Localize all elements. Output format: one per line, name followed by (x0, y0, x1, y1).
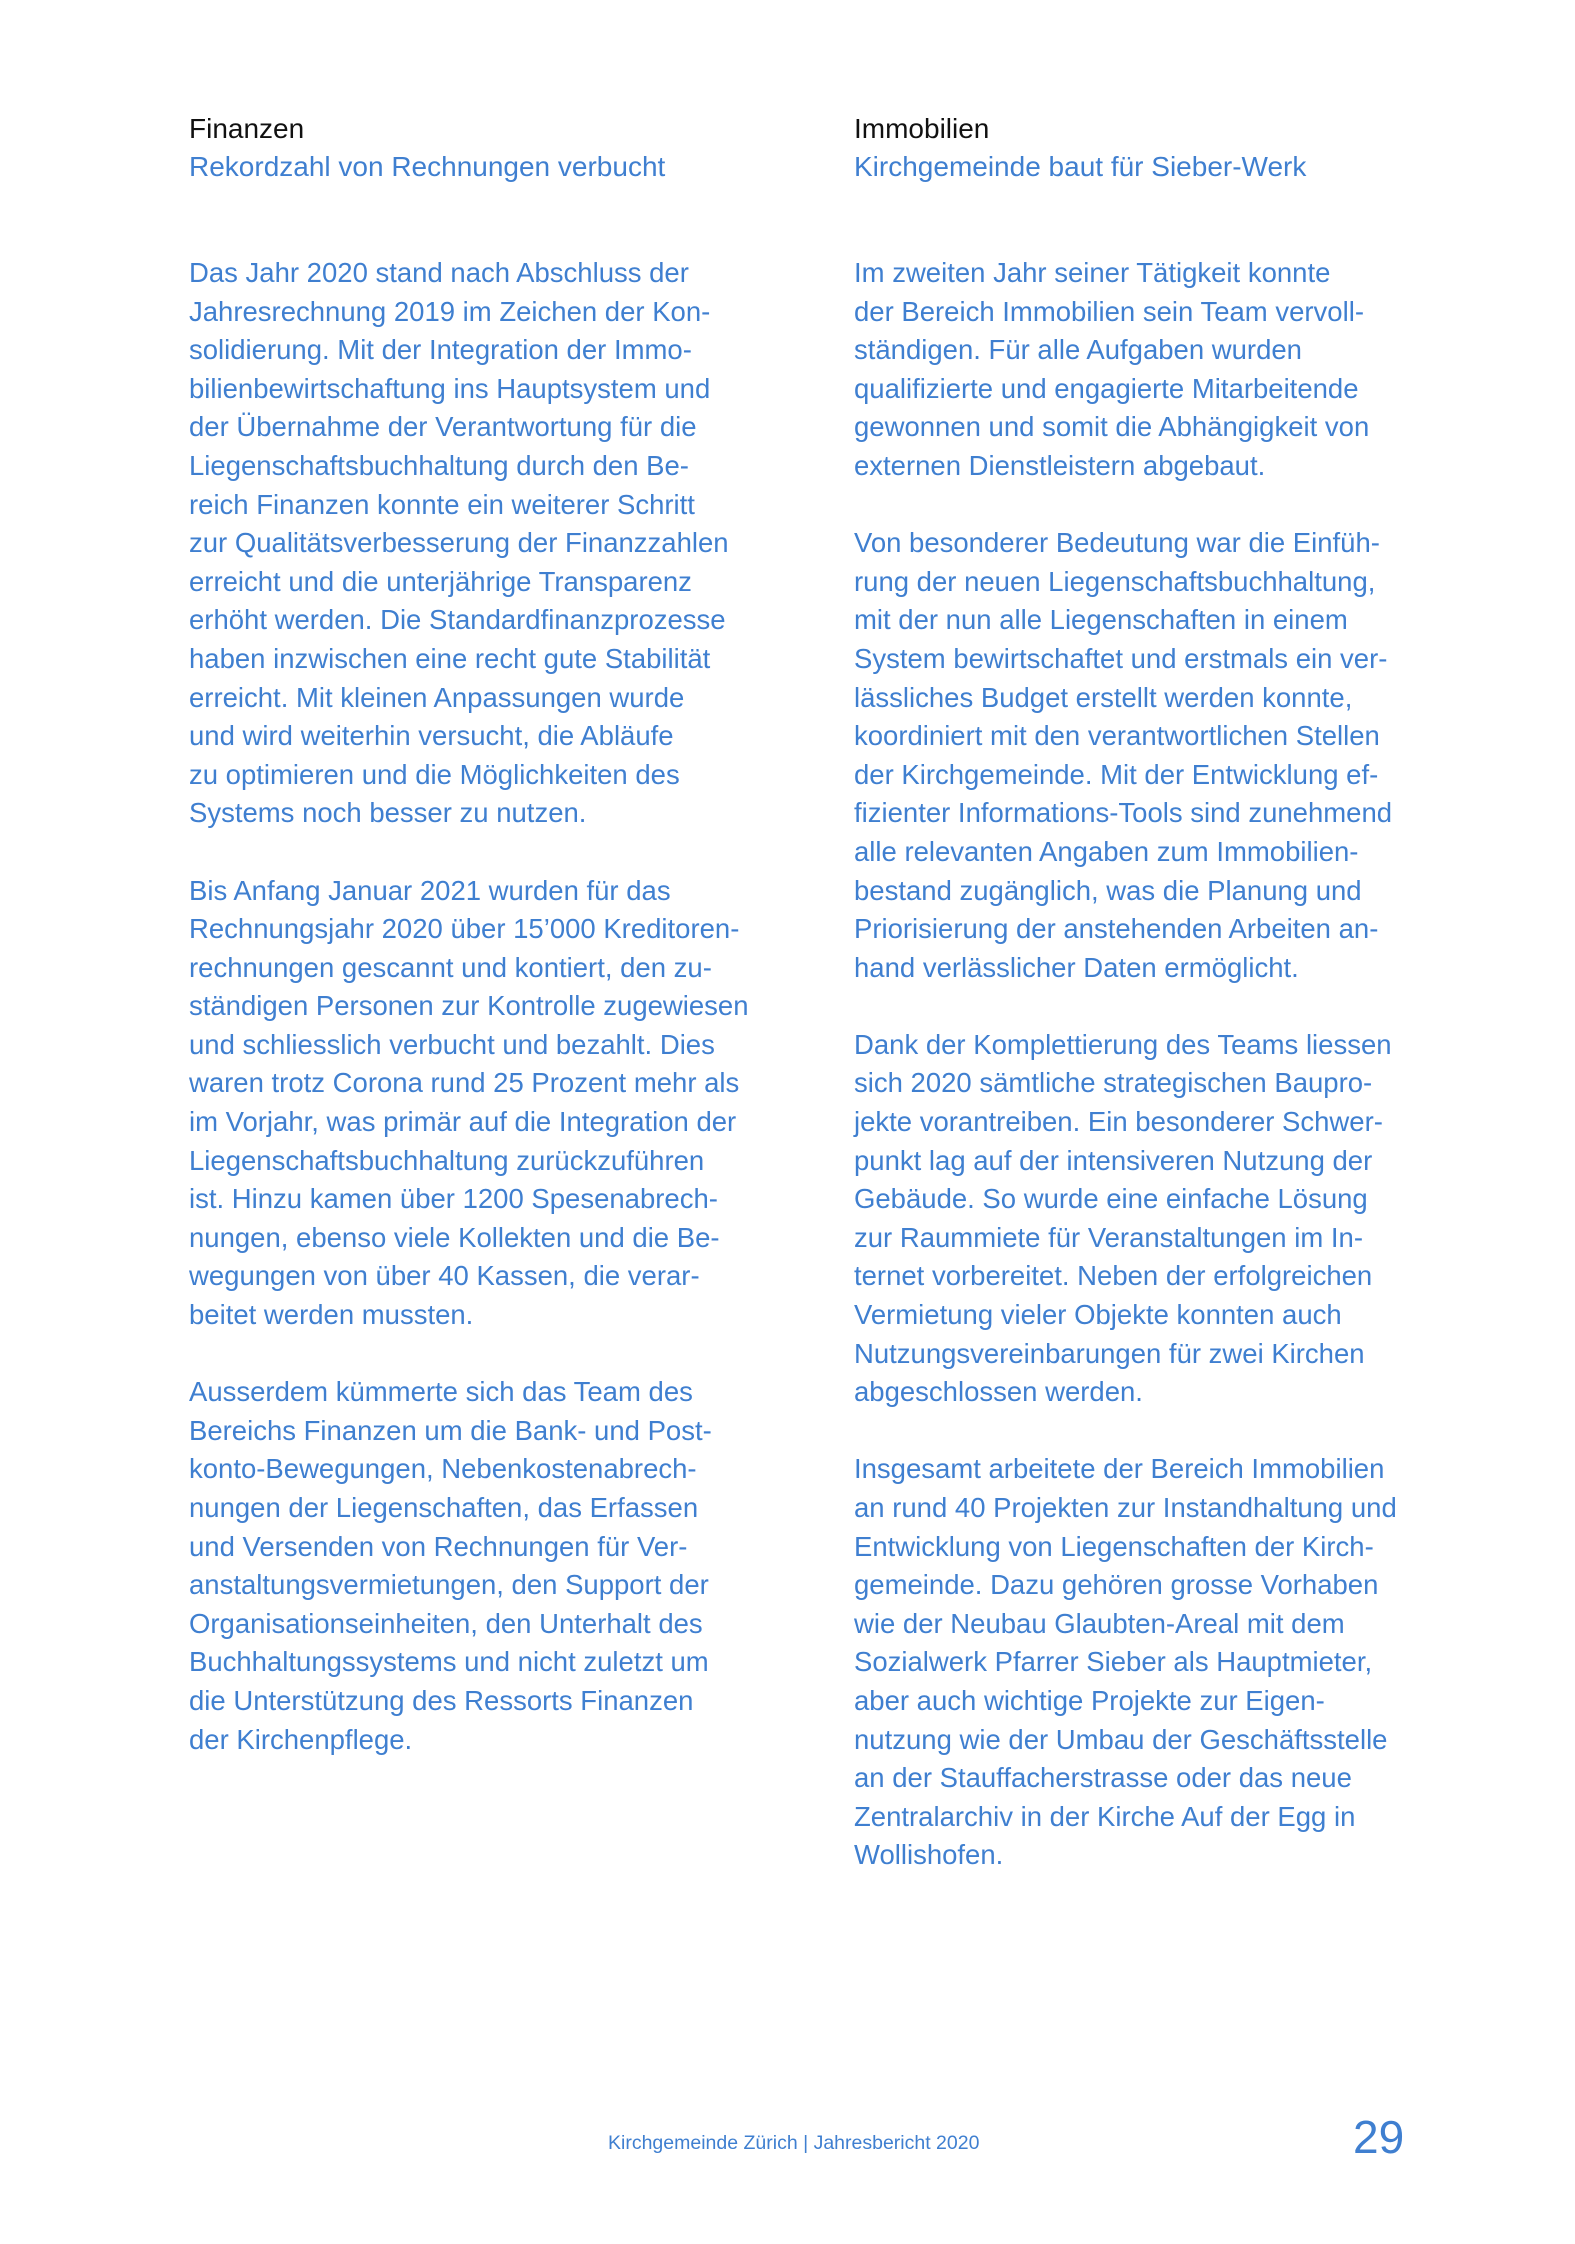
text-line: gewonnen und somit die Abhängigkeit von (854, 411, 1370, 443)
footer-publication-label: Kirchgemeinde Zürich | Jahresbericht 2020 (608, 2132, 980, 2154)
text-line: qualifizierte und engagierte Mitarbeitende (854, 372, 1359, 404)
text-line: Dank der Komplettierung des Teams liessen (854, 1028, 1392, 1060)
text-line: Priorisierung der anstehenden Arbeiten an- (854, 913, 1379, 945)
text-line: Im zweiten Jahr seiner Tätigkeit konnte (854, 257, 1331, 288)
text-line: Insgesamt arbeitete der Bereich Immobilien (854, 1453, 1385, 1485)
text-line: Das Jahr 2020 stand nach Abschluss der (189, 257, 689, 288)
text-line: Liegenschaftsbuchhaltung durch den Be- (189, 449, 689, 481)
text-line: der Übernahme der Verantwortung für die (189, 411, 697, 443)
text-line: Rechnungsjahr 2020 über 15’000 Kreditoren- (189, 913, 740, 945)
text-line: ist. Hinzu kamen über 1200 Spesenabrech- (189, 1183, 718, 1215)
text-line: mit der nun alle Liegenschaften in einem (854, 604, 1348, 636)
text-line: erhöht werden. Die Standardfinanzprozesse (189, 604, 726, 636)
section-body (854, 254, 1494, 1875)
text-line: ternet vorbereitet. Neben der erfolgreichen (854, 1260, 1373, 1292)
text-line: Sozialwerk Pfarrer Sieber als Hauptmieter, (854, 1646, 1373, 1678)
text-line: Bis Anfang Januar 2021 wurden für das (189, 874, 671, 906)
text-line: an der Stauffacherstrasse oder das neue (854, 1762, 1352, 1794)
text-line: Systems noch besser zu nutzen. (189, 797, 587, 829)
text-line: rung der neuen Liegenschaftsbuchhaltung, (854, 565, 1376, 597)
paragraph (189, 1373, 829, 1759)
text-line: waren trotz Corona rund 25 Prozent mehr als (189, 1067, 740, 1099)
text-line: solidierung. Mit der Integration der Immo- (189, 334, 692, 366)
text-line: sich 2020 sämtliche strategischen Baupro- (854, 1067, 1373, 1099)
section-title: Immobilien (854, 113, 990, 144)
text-line: zur Qualitätsverbesserung der Finanzzahlen (189, 527, 729, 559)
immobilien-column (854, 110, 1494, 1914)
text-line: haben inzwischen eine recht gute Stabilität (189, 642, 711, 674)
text-line: konto-Bewegungen, Nebenkostenabrech- (189, 1453, 697, 1485)
text-line: Entwicklung von Liegenschaften der Kirch- (854, 1530, 1374, 1562)
text-line: nungen der Liegenschaften, das Erfassen (189, 1492, 699, 1523)
text-line: koordiniert mit den verantwortlichen Stellen (854, 720, 1380, 752)
paragraph (189, 254, 829, 833)
text-line: reich Finanzen konnte ein weiterer Schritt (189, 488, 695, 520)
paragraph (854, 524, 1494, 987)
text-line: an rund 40 Projekten zur Instandhaltung und (854, 1492, 1397, 1523)
text-line: nungen, ebenso viele Kollekten und die Be- (189, 1221, 720, 1253)
text-line: Jahresrechnung 2019 im Zeichen der Kon- (189, 295, 711, 327)
text-line: erreicht und die unterjährige Transparenz (189, 565, 692, 597)
text-line: Bereichs Finanzen um die Bank- und Post- (189, 1414, 712, 1446)
text-line: erreicht. Mit kleinen Anpassungen wurde (189, 681, 685, 713)
text-line: fizienter Informations-Tools sind zunehmend (854, 797, 1393, 829)
text-line: beitet werden mussten. (189, 1299, 474, 1331)
text-line: Buchhaltungssystems und nicht zuletzt um (189, 1646, 709, 1678)
text-line: externen Dienstleistern abgebaut. (854, 449, 1266, 481)
paragraph (854, 1450, 1494, 1875)
paragraph (189, 872, 829, 1335)
text-line: ständigen. Für alle Aufgaben wurden (854, 334, 1302, 366)
text-line: jekte vorantreiben. Ein besonderer Schwer- (854, 1106, 1383, 1138)
text-line: der Bereich Immobilien sein Team vervoll- (854, 295, 1364, 327)
text-line: und schliesslich verbucht und bezahlt. Dies (189, 1028, 715, 1060)
section-subtitle: Kirchgemeinde baut für Sieber-Werk (854, 151, 1307, 182)
text-line: rechnungen gescannt und kontiert, den zu- (189, 951, 712, 983)
section-subtitle: Rekordzahl von Rechnungen verbucht (189, 151, 666, 182)
text-line: abgeschlossen werden. (854, 1376, 1143, 1408)
section-body (189, 254, 829, 1759)
text-line: punkt lag auf der intensiveren Nutzung der (854, 1144, 1373, 1176)
finanzen-column (189, 110, 829, 1798)
paragraph (854, 254, 1494, 486)
text-line: Zentralarchiv in der Kirche Auf der Egg in (854, 1800, 1356, 1832)
text-line: gemeinde. Dazu gehören grosse Vorhaben (854, 1569, 1379, 1601)
page-number: 29 (1353, 2111, 1405, 2163)
text-line: nutzung wie der Umbau der Geschäftsstelle (854, 1723, 1388, 1755)
text-line: wegungen von über 40 Kassen, die verar- (189, 1260, 700, 1292)
text-line: ständigen Personen zur Kontrolle zugewiesen (189, 990, 749, 1022)
text-line: Liegenschaftsbuchhaltung zurückzuführen (189, 1144, 705, 1176)
text-line: Nutzungsvereinbarungen für zwei Kirchen (854, 1337, 1365, 1369)
text-line: der Kirchgemeinde. Mit der Entwicklung ef- (854, 758, 1379, 790)
text-line: bilienbewirtschaftung ins Hauptsystem und (189, 372, 711, 404)
text-line: bestand zugänglich, was die Planung und (854, 874, 1362, 906)
text-line: Organisationseinheiten, den Unterhalt des (189, 1607, 703, 1639)
text-line: zur Raummiete für Veranstaltungen im In- (854, 1221, 1363, 1253)
text-line: der Kirchenpflege. (189, 1723, 413, 1755)
text-line: Wollishofen. (854, 1839, 1004, 1871)
text-line: wie der Neubau Glaubten-Areal mit dem (854, 1607, 1345, 1639)
paragraph (854, 1026, 1494, 1412)
text-line: hand verlässlicher Daten ermöglicht. (854, 951, 1299, 983)
text-line: und wird weiterhin versucht, die Abläufe (189, 720, 674, 752)
text-line: zu optimieren und die Möglichkeiten des (189, 758, 680, 790)
section-title: Finanzen (189, 113, 305, 144)
text-line: lässliches Budget erstellt werden konnte, (854, 681, 1353, 713)
text-line: und Versenden von Rechnungen für Ver- (189, 1530, 688, 1562)
text-line: System bewirtschaftet und erstmals ein ver- (854, 642, 1388, 674)
text-line: Ausserdem kümmerte sich das Team des (189, 1376, 693, 1408)
text-line: aber auch wichtige Projekte zur Eigen- (854, 1684, 1325, 1716)
text-line: die Unterstützung des Ressorts Finanzen (189, 1684, 694, 1716)
text-line: alle relevanten Angaben zum Immobilien- (854, 835, 1359, 867)
text-line: Vermietung vieler Objekte konnten auch (854, 1299, 1342, 1331)
text-line: Gebäude. So wurde eine einfache Lösung (854, 1183, 1368, 1215)
text-line: anstaltungsvermietungen, den Support der (189, 1569, 709, 1601)
text-line: Von besonderer Bedeutung war die Einfüh- (854, 527, 1380, 559)
text-line: im Vorjahr, was primär auf die Integration der (189, 1106, 737, 1138)
